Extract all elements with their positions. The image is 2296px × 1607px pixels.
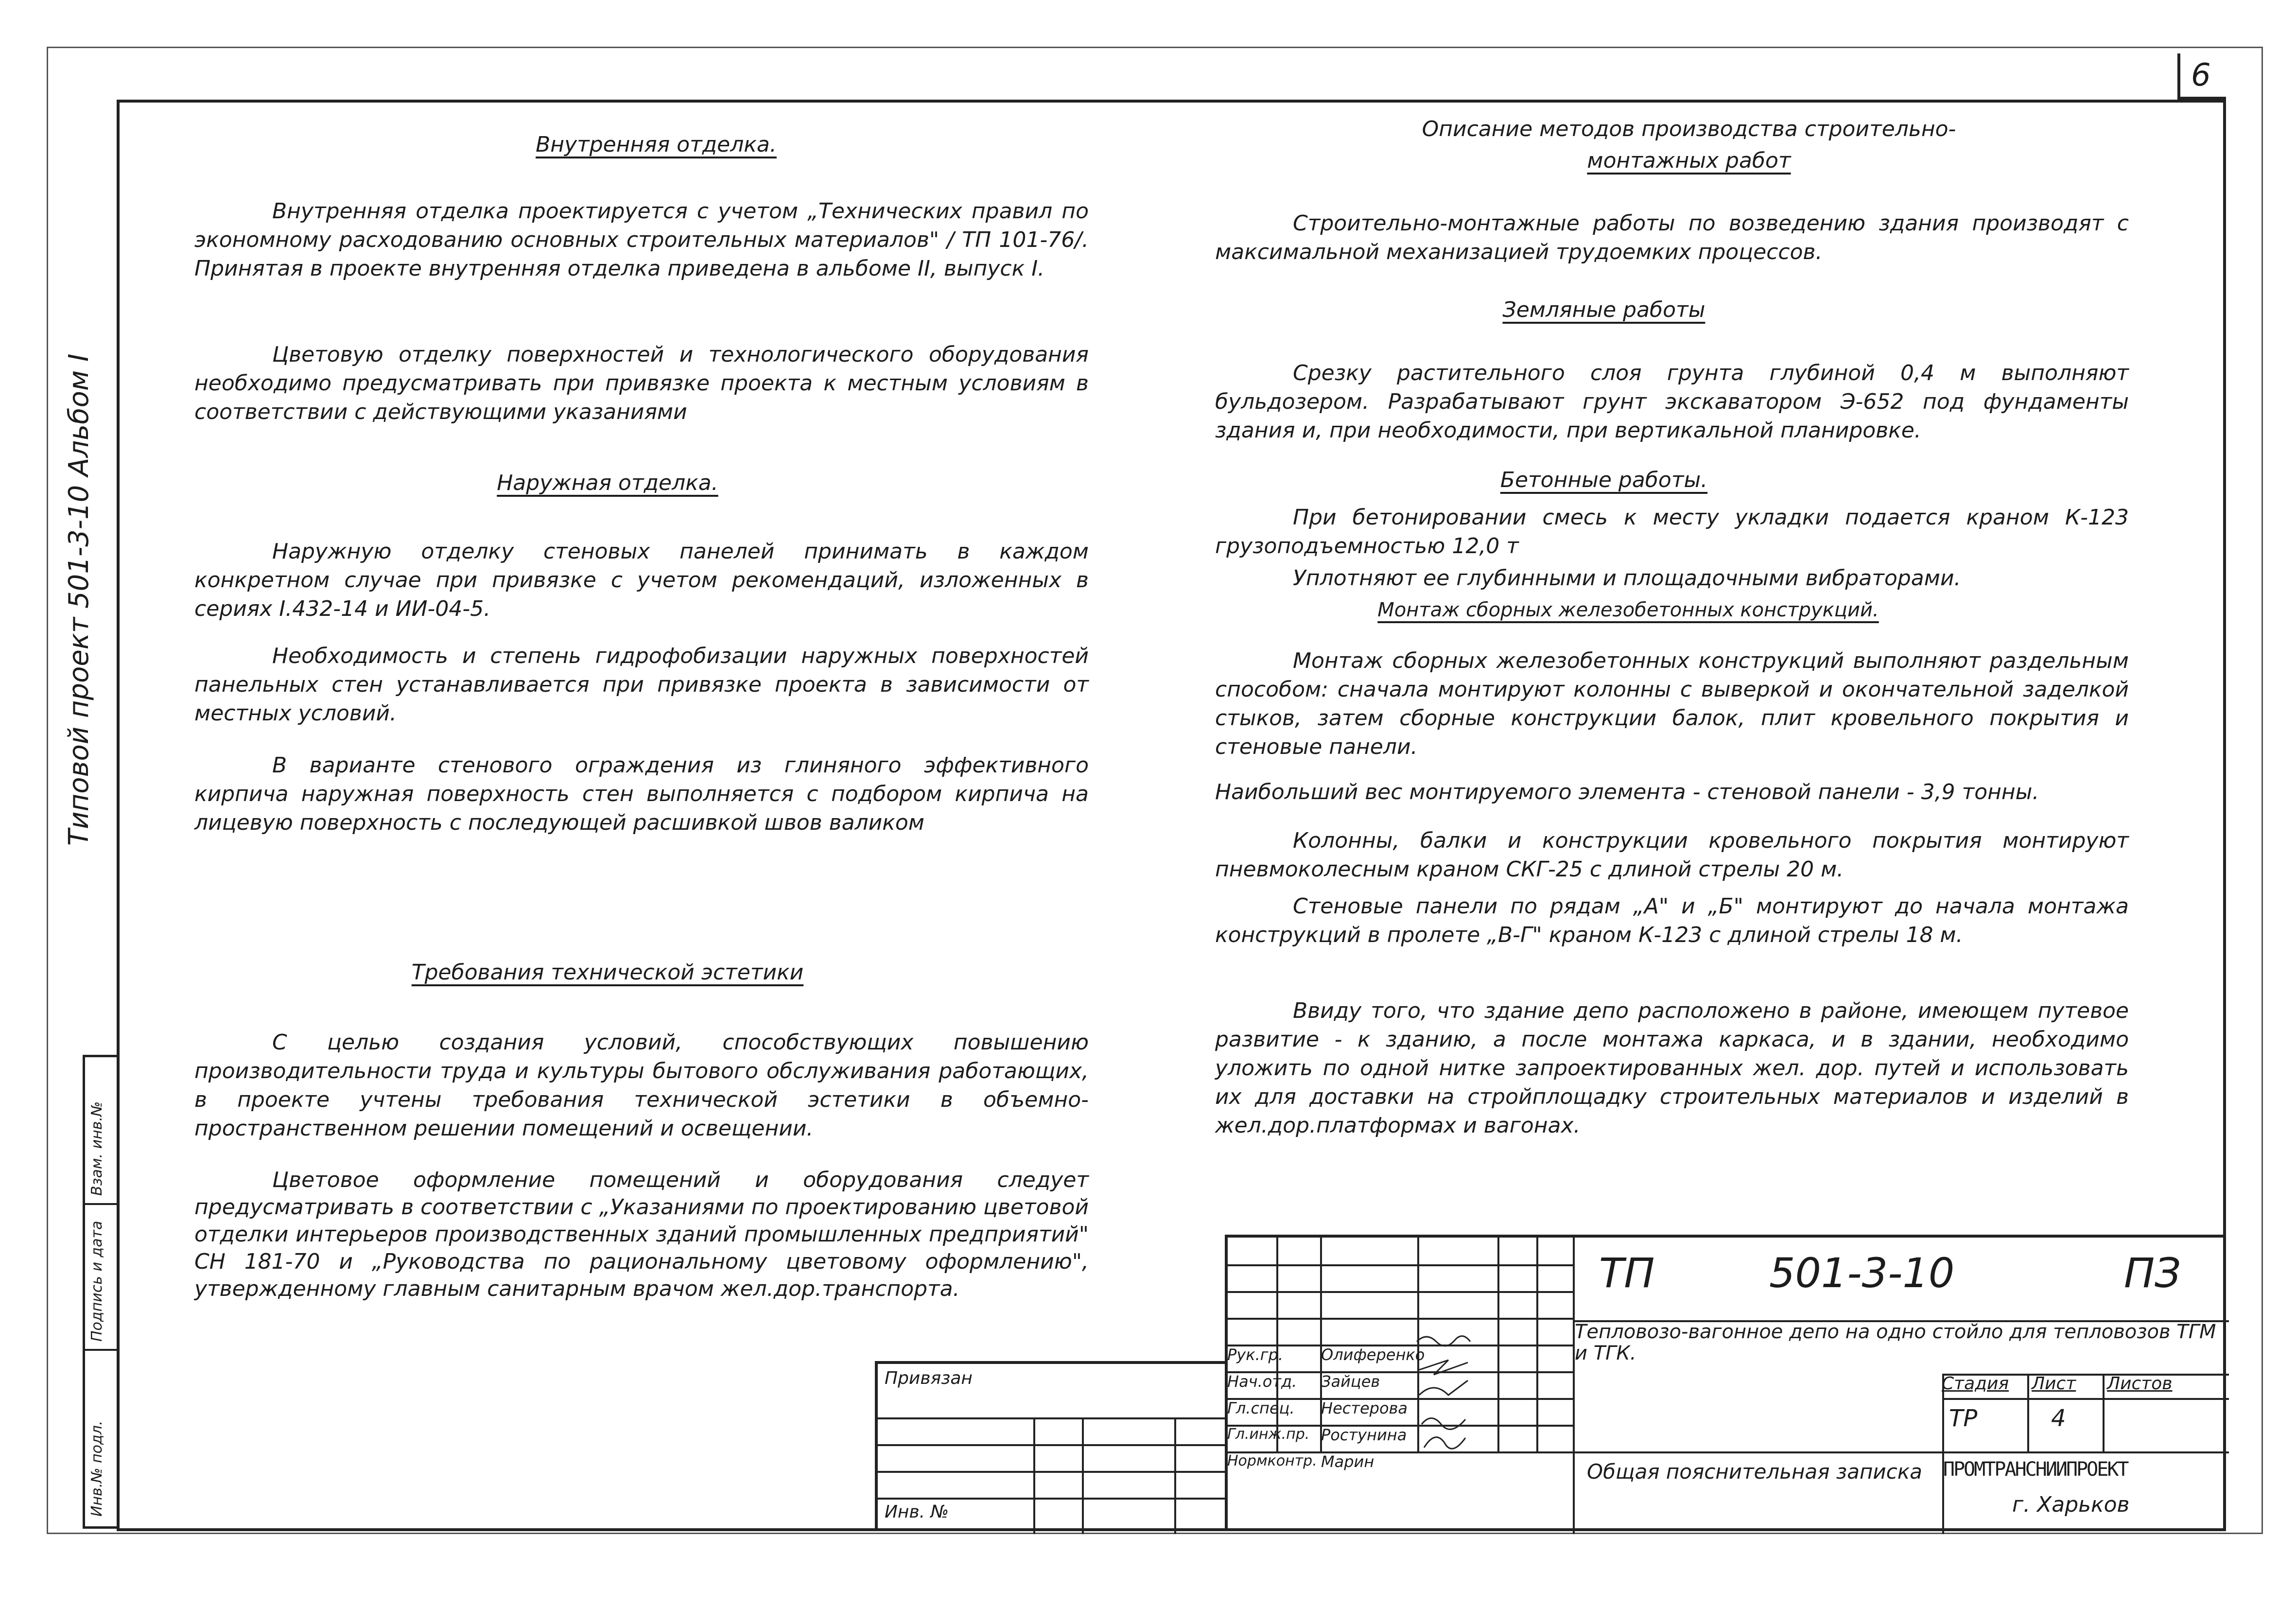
- name-1: Олиференко: [1321, 1345, 1425, 1364]
- para-exterior-3: В варианте стенового ограждения из глиняного эффективного кирпича наружная поверхность стен выполняется с подбором кирпича на лицевую поверхность с последующей расшивкой швов валиком: [194, 753, 1089, 835]
- para-aesthetics-2: Цветовое оформление помещений и оборудования следует предусматривать в соответствии с „Указаниями по проектированию цветовой отделки интерьеров производственных зданий промышленных предприятий" СН 181-70 и „Руководства по рациональному цветовому оформлению", утвержденному главным санитарным врачом жел.дор.транспорта.: [194, 1168, 1089, 1301]
- heading-methods-line1: Описание методов производства строительно-: [1422, 117, 1956, 141]
- para-rail-tracks: Ввиду того, что здание депо расположено в районе, имеющем путевое развитие - к зданию, а после монтажа каркаса, и в здании, необходимо уложить по одной нитке запроектированных жел. дор. путей и использовать их для доставки на стройплощадку строительных материалов и изделий в жел.дор.платформах и вагонах.: [1215, 998, 2129, 1138]
- stamp-code-pz: ПЗ: [2124, 1249, 2181, 1297]
- signatures: [1414, 1317, 1492, 1453]
- heading-precast-assembly: Монтаж сборных железобетонных конструкций.: [1377, 599, 1879, 621]
- heading-tech-aesthetics: Требования технической эстетики: [411, 960, 804, 985]
- role-1: Рук.гр.: [1227, 1345, 1284, 1364]
- heading-methods-line2: монтажных работ: [1587, 148, 1791, 173]
- heading-concrete-works: Бетонные работы.: [1500, 468, 1708, 492]
- stage-value: ТР: [1949, 1405, 1978, 1432]
- para-methods: Строительно-монтажные работы по возведению здания производят с максимальной механизацией трудоемких процессов.: [1215, 211, 2129, 264]
- object-title: Тепловозо-вагонное депо на одно стойло для тепловозов ТГМ и ТГК.: [1575, 1321, 2216, 1364]
- heading-earthworks: Земляные работы: [1502, 297, 1705, 322]
- name-4: Ростунина: [1321, 1426, 1407, 1444]
- heading-interior-finish: Внутренняя отделка.: [536, 132, 777, 157]
- doc-title: Общая пояснительная записка: [1587, 1460, 1922, 1484]
- name-5: Марин: [1321, 1452, 1374, 1471]
- org-city: г. Харьков: [2012, 1492, 2130, 1517]
- para-exterior-2: Необходимость и степень гидрофобизации наружных поверхностей панельных стен устанавливается при привязке проекта в зависимости от местных условий.: [194, 644, 1089, 726]
- side-project-label: Типовой проект 501-3-10 Альбом I: [63, 353, 95, 846]
- stage-label: Стадия: [1942, 1374, 2009, 1394]
- para-earthworks: Срезку растительного слоя грунта глубиной 0,4 м выполняют бульдозером. Разрабатывают грунт экскаватором Э-652 под фундаменты здания и, при необходимости, при вертикальной планировке.: [1215, 361, 2129, 443]
- org-name: ПРОМТРАНСНИИПРОЕКТ: [1943, 1458, 2128, 1481]
- inv-number-label: Инв. №: [885, 1502, 949, 1522]
- page-number-box: [2177, 53, 2226, 100]
- stamp-code-tp: ТП: [1599, 1249, 1655, 1297]
- para-assembly-3: Колонны, балки и конструкции кровельного покрытия монтируют пневмоколесным краном СКГ-25 с длиной стрелы 20 м.: [1215, 828, 2129, 882]
- para-exterior-1: Наружную отделку стеновых панелей принимать в каждом конкретном случае при привязке с учетом рекомендаций, изложенных в сериях I.432-14 и ИИ-04-5.: [194, 539, 1089, 621]
- role-3: Гл.спец.: [1227, 1399, 1295, 1417]
- para-aesthetics-1: С целью создания условий, способствующих повышению производительности труда и культуры бытового обслуживания работающих, в проекте учтены требования технической эстетики в объемно-пространственном решении помещений и освещении.: [194, 1030, 1089, 1141]
- para-assembly-4: Стеновые панели по рядам „А" и „Б" монтируют до начала монтажа конструкций в пролете „В-Г" краном К-123 с длиной стрелы 18 м.: [1215, 894, 2129, 947]
- para-concrete-1: При бетонировании смесь к месту укладки подается краном К-123 грузоподъемностью 12,0 т: [1215, 505, 2129, 559]
- privyazan-label: Привязан: [885, 1368, 973, 1388]
- stamp-code-number: 501-3-10: [1769, 1249, 1955, 1297]
- para-assembly-1: Монтаж сборных железобетонных конструкций выполняют раздельным способом: сначала монтируют колонны с выверкой и окончательной заделкой стыков, затем сборные конструкции балок, плит кровельного покрытия и стеновые панели.: [1215, 648, 2129, 759]
- side-vzam-label: Взам. инв.№: [88, 1101, 105, 1196]
- sheets-label: Листов: [2107, 1374, 2173, 1394]
- role-5: Нормконтр.: [1227, 1452, 1317, 1469]
- role-2: Нач.отд.: [1227, 1372, 1297, 1391]
- side-sign-label: Подпись и дата: [88, 1221, 105, 1342]
- name-3: Нестерова: [1321, 1399, 1408, 1417]
- para-assembly-2: Наибольший вес монтируемого элемента - стеновой панели - 3,9 тонны.: [1215, 780, 2039, 804]
- sheet-label: Лист: [2032, 1374, 2076, 1394]
- para-concrete-2: Уплотняют ее глубинными и площадочными вибраторами.: [1293, 566, 1961, 591]
- para-interior-2: Цветовую отделку поверхностей и технологического оборудования необходимо предусматривать при привязке проекта к местным условиям в соответствии с действующими указаниями: [194, 342, 1089, 424]
- name-2: Зайцев: [1321, 1372, 1380, 1391]
- side-inv-label: Инв.№ подл.: [88, 1420, 105, 1517]
- sheet-value: 4: [2051, 1405, 2066, 1432]
- heading-exterior-finish: Наружная отделка.: [497, 471, 718, 495]
- para-interior-1: Внутренняя отделка проектируется с учетом „Технических правил по экономному расходованию основных строительных материалов" / ТП 101-76/. Принятая в проекте внутренняя отделка приведена в альбоме II, выпуск I.: [194, 199, 1089, 281]
- role-4: Гл.инж.пр.: [1227, 1426, 1310, 1443]
- page-number: 6: [2191, 57, 2211, 93]
